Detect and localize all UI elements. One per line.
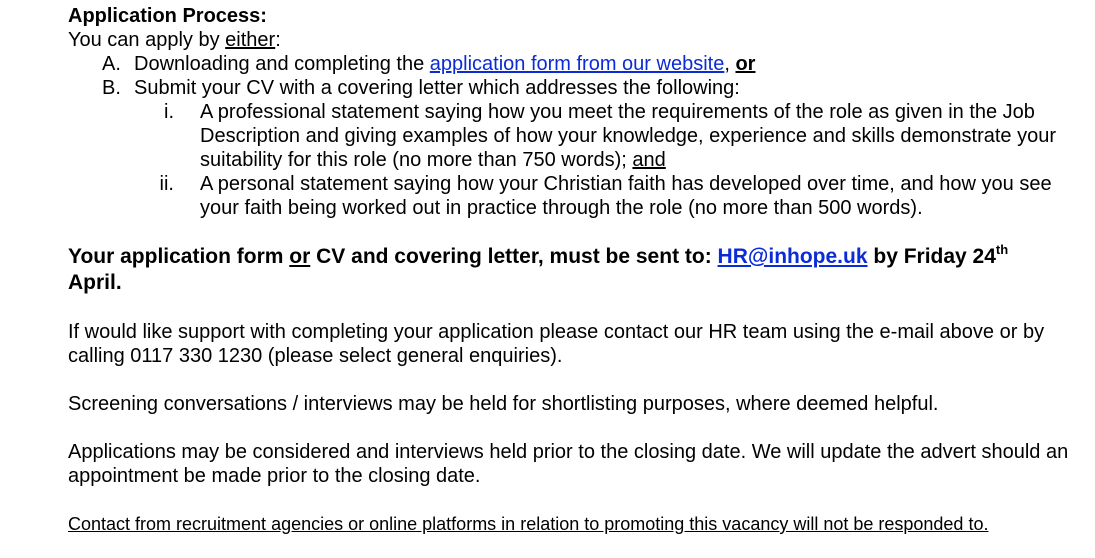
closing-date-paragraph: Applications may be considered and interviews held prior to the closing date. We will update the advert should an appointment be made prior to the closing date. <box>68 441 1069 487</box>
either-word: either <box>225 29 276 51</box>
list-item-a-text: Downloading and completing the <box>134 53 430 75</box>
list-item-a-comma: , <box>724 53 736 75</box>
list-marker-a: A. <box>102 53 121 75</box>
intro-colon: : <box>275 29 281 51</box>
sub-marker-ii: ii. <box>159 173 174 195</box>
deadline-text-2: CV and covering letter, must be sent to: <box>310 245 718 268</box>
deadline-month: April. <box>68 271 122 294</box>
or-word: or <box>735 53 756 75</box>
list-item-b-text: Submit your CV with a covering letter which addresses the following: <box>134 77 740 99</box>
hr-email-link[interactable]: HR@inhope.uk <box>717 245 868 268</box>
agency-notice: Contact from recruitment agencies or online platforms in relation to promoting this vacancy will not be responded to. <box>68 514 989 534</box>
section-heading: Application Process: <box>68 5 267 27</box>
intro-line <box>68 28 1078 52</box>
sub-item-ii-text: A personal statement saying how your Christian faith has developed over time, and how you see your faith being worked out in practice through the role (no more than 500 words). <box>200 173 1052 219</box>
list-item-b <box>68 76 1078 100</box>
sub-item-i <box>68 100 1078 172</box>
application-form-link[interactable]: application form from our website <box>429 53 725 75</box>
intro-text: You can apply by <box>68 29 226 51</box>
screening-paragraph: Screening conversations / interviews may be held for shortlisting purposes, where deemed helpful. <box>68 393 939 415</box>
deadline-or-word: or <box>289 245 311 268</box>
and-word: and <box>632 149 666 171</box>
deadline-text-3: by Friday 24 <box>867 245 996 268</box>
ordinal-suffix: th <box>995 242 1009 257</box>
deadline-text-1: Your application form <box>68 245 290 268</box>
sub-item-i-text: A professional statement saying how you meet the requirements of the role as given in the Job Description and giving examples of how your knowledge, experience and skills demonstrate your suitability for this role (no more than 750 words); <box>200 101 1057 171</box>
sub-marker-i: i. <box>164 101 174 123</box>
support-paragraph: If would like support with completing your application please contact our HR team using the e-mail above or by calling 0117 330 1230 (please select general enquiries). <box>68 321 1045 367</box>
document-body <box>68 4 1078 536</box>
list-item-a <box>68 52 1078 76</box>
deadline-notice <box>68 244 1078 296</box>
list-marker-b: B. <box>102 77 121 99</box>
sub-item-ii <box>68 172 1078 220</box>
